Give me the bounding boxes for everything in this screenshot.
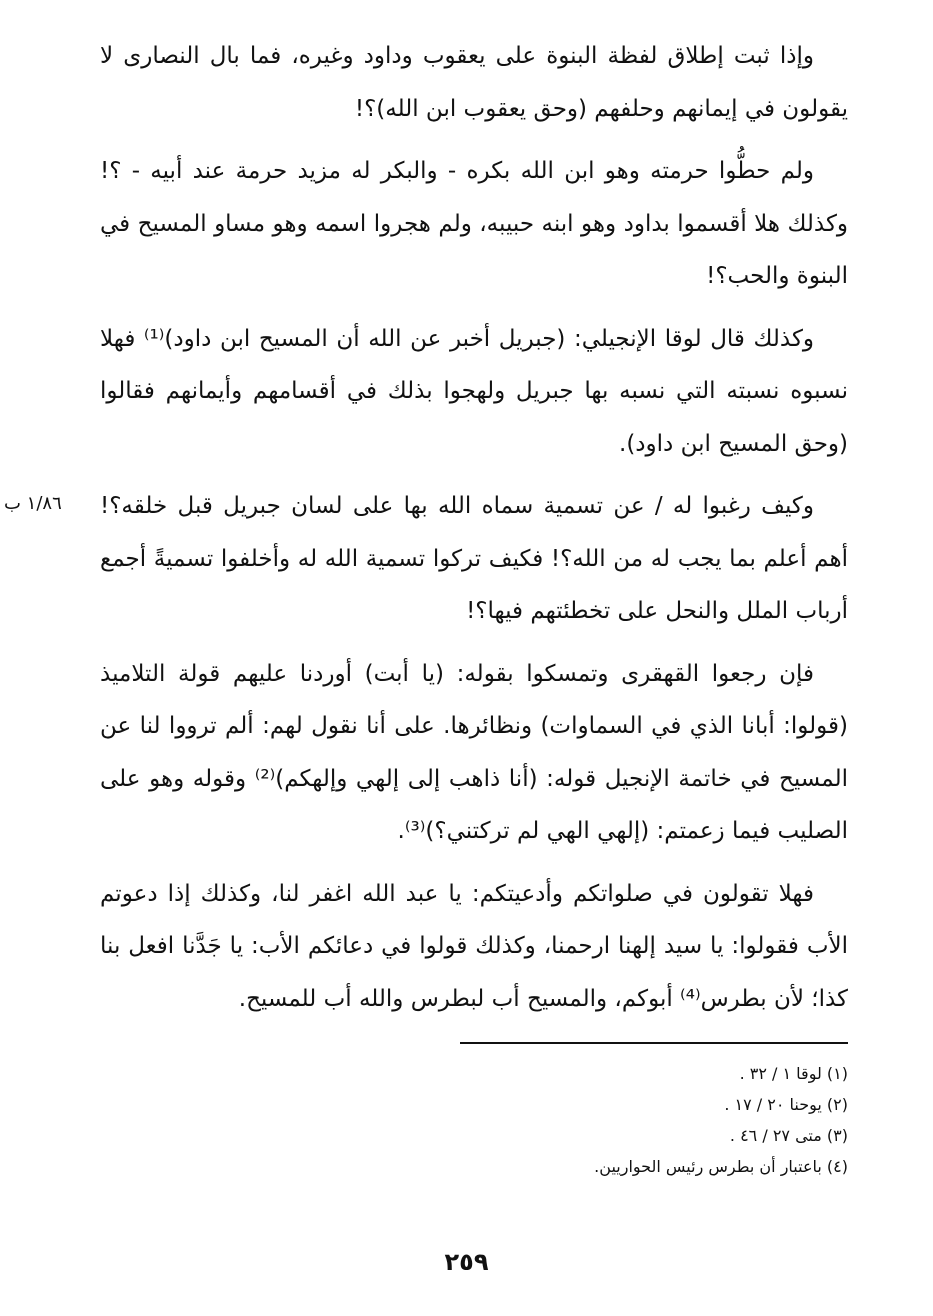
paragraph-4: وكيف رغبوا له / عن تسمية سماه الله بها على لسان جبريل قبل خلقه؟! أهم أعلم بما يجب له من الله؟! فكيف تركوا تسمية الله له وأخلفوا تسميةً أجمع أرباب الملل والنحل على تخطئتهم فيها؟! [100, 493, 848, 624]
footnote-2: (٢) يوحنا ٢٠ / ١٧ . [724, 1095, 848, 1114]
footnote-4: (٤) باعتبار أن بطرس رئيس الحواريين. [594, 1157, 848, 1176]
paragraph-6: فهلا تقولون في صلواتكم وأدعيتكم: يا عبد الله اغفر لنا، وكذلك إذا دعوتم الأب فقولوا: يا سيد إلهنا ارحمنا، وكذلك قولوا في دعائكم الأب: يا جَدَّنا افعل بنا كذا؛ لأن بطرس⁽⁴⁾ أبوكم، والمسيح أب لبطرس والله أب للمسيح. [100, 880, 848, 1012]
paragraph-1: وإذا ثبت إطلاق لفظة البنوة على يعقوب وداود وغيره، فما بال النصارى لا يقولون في إيمانهم وحلفهم (وحق يعقوب ابن الله)؟! [100, 43, 848, 122]
footnote-3: (٣) متى ٢٧ / ٤٦ . [729, 1126, 848, 1145]
page-number: ٢٥٩ [444, 1248, 489, 1276]
footnote-1: (١) لوقا ١ / ٣٢ . [739, 1064, 848, 1083]
paragraph-5: فإن رجعوا القهقرى وتمسكوا بقوله: (يا أبت) أوردنا عليهم قولة التلاميذ (قولوا: أبانا الذي في السماوات) ونظائرها. على أنا نقول لهم: ألم ترووا لنا عن المسيح في خاتمة الإنجيل قوله: (أنا ذاهب إلى إلهي وإلهكم)⁽²⁾ وقوله وهو على الصليب فيما زعمتم: (إلهي الهي لم تركتني؟)⁽³⁾. [100, 660, 848, 844]
main-text [100, 30, 848, 1035]
footnotes [460, 1058, 848, 1182]
footnote-separator [460, 1042, 848, 1044]
paragraph-3: وكذلك قال لوقا الإنجيلي: (جبريل أخبر عن الله أن المسيح ابن داود)⁽¹⁾ فهلا نسبوه نسبته التي نسبه بها جبريل ولهجوا بذلك في أقسامهم وأيمانهم فقالوا (وحق المسيح ابن داود). [100, 325, 848, 457]
manuscript-folio-note: ١/٨٦ ب [4, 493, 62, 514]
paragraph-2: ولم حطُّوا حرمته وهو ابن الله بكره - والبكر له مزيد حرمة عند أبيه - ؟! وكذلك هلا أقسموا بداود وهو ابنه حبيبه، ولم هجروا اسمه وهو مساو المسيح في البنوة والحب؟! [100, 158, 848, 289]
